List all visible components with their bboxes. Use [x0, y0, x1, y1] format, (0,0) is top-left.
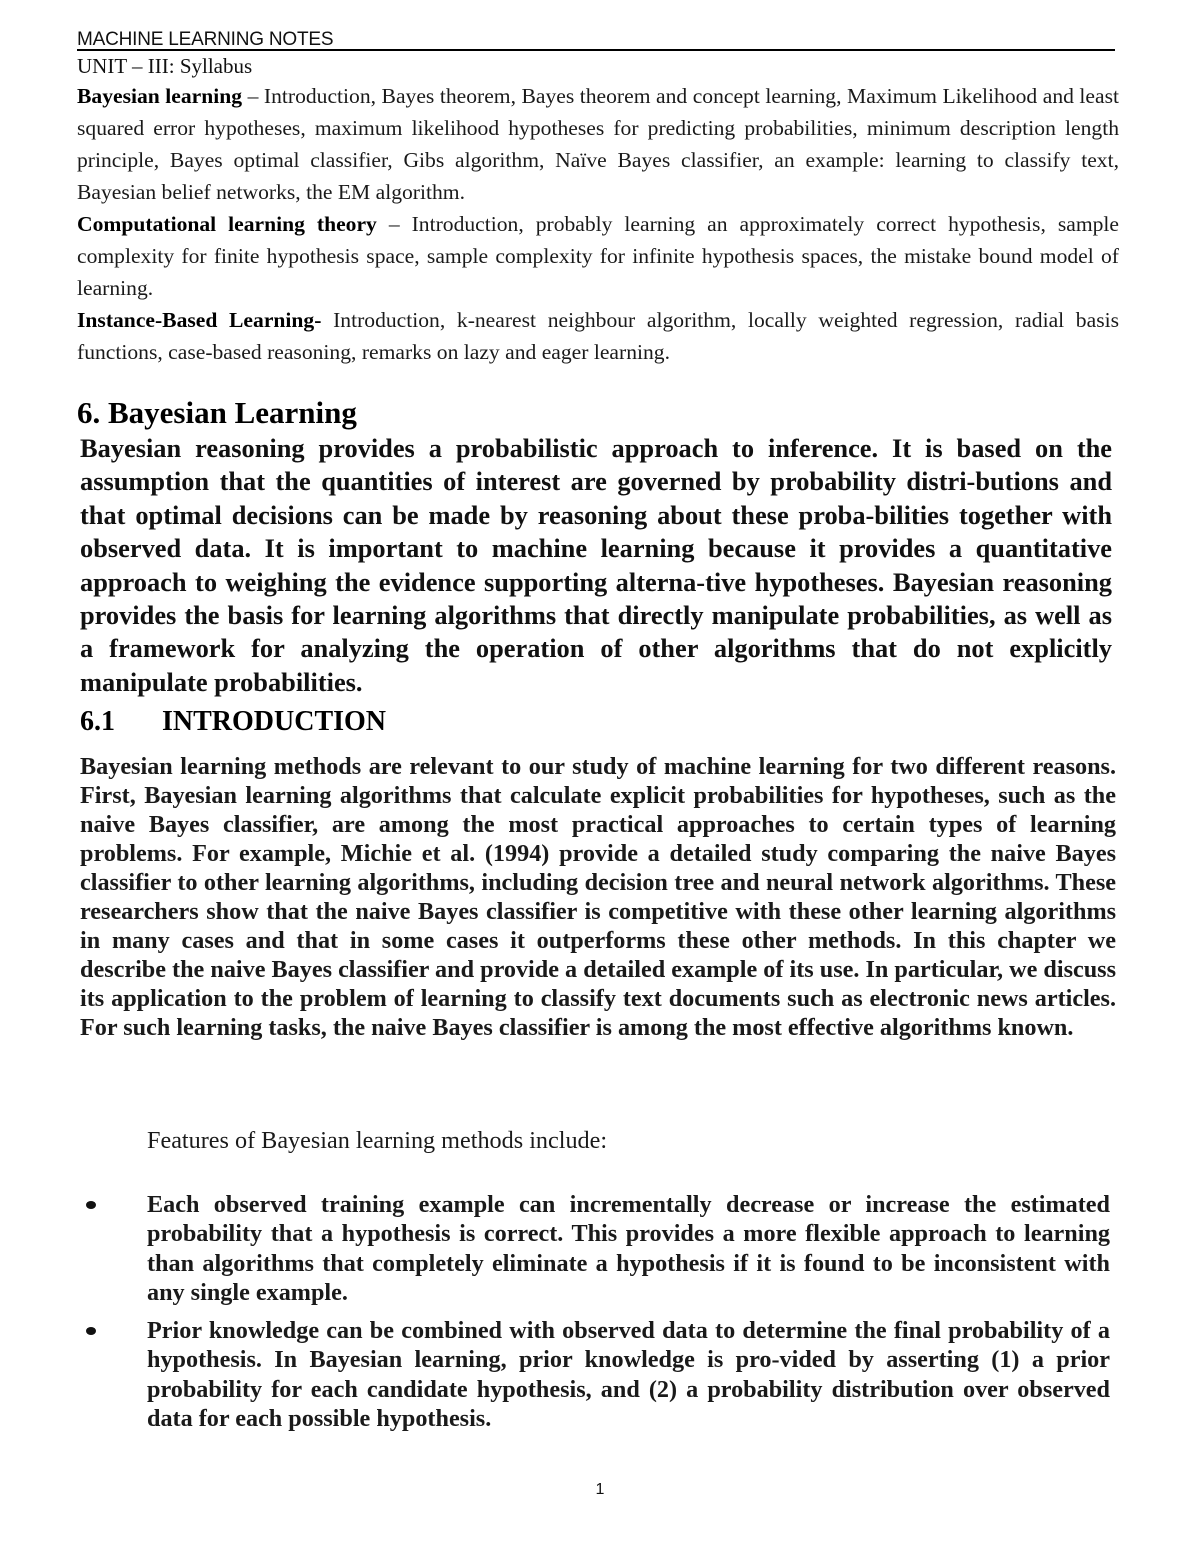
- running-header: MACHINE LEARNING NOTES: [77, 30, 1115, 51]
- syllabus-text: Introduction, k-nearest neighbour algorithm, locally weighted regression, radial basis functions, case-based reasoning, remarks on lazy and eager learning.: [77, 308, 1119, 364]
- features-lead: Features of Bayesian learning methods include:: [147, 1127, 608, 1154]
- list-item: [80, 1316, 1110, 1433]
- syllabus-item-computational: [77, 208, 1119, 304]
- bullet-icon: [86, 1201, 96, 1209]
- syllabus-section: [77, 80, 1119, 368]
- chapter-title: 6. Bayesian Learning: [77, 395, 357, 430]
- section-title: INTRODUCTION: [162, 706, 387, 737]
- intro-paragraph: Bayesian learning methods are relevant to our study of machine learning for two different reasons. First, Bayesian learning algorithms that calculate explicit probabilities for hypotheses, such as the naive Bayes classifier, are among the most practical approaches to certain types of learning problems. For example, Michie et al. (1994) provide a detailed study comparing the naive Bayes classifier to other learning algorithms, including decision tree and neural network algorithms. These researchers show that the naive Bayes classifier is competitive with these other learning algorithms in many cases and that in some cases it outperforms these other methods. In this chapter we describe the naive Bayes classifier and provide a detailed example of its use. In particular, we discuss its application to the problem of learning to classify text documents such as electronic news articles. For such learning tasks, the naive Bayes classifier is among the most effective algorithms known.: [80, 753, 1116, 1041]
- syllabus-topic: Instance-Based Learning-: [77, 308, 322, 332]
- syllabus-separator: [321, 308, 333, 332]
- feature-text: Prior knowledge can be combined with observed data to determine the final probability of a hypothesis. In Bayesian learning, prior knowledge is pro-vided by asserting (1) a prior probability for each candidate hypothesis, and (2) a probability distribution over observed data for each possible hypothesis.: [147, 1317, 1110, 1433]
- syllabus-separator: –: [242, 84, 264, 108]
- list-item: [80, 1190, 1110, 1307]
- chapter-abstract: Bayesian reasoning provides a probabilistic approach to inference. It is based on the assumption that the quantities of interest are governed by probability distri-butions and that optimal decisions can be made by reasoning about these proba-bilities together with observed data. It is important to machine learning because it provides a quantitative approach to weighing the evidence supporting alterna-tive hypotheses. Bayesian reasoning provides the basis for learning algorithms that directly manipulate probabilities, as well as a framework for analyzing the operation of other algorithms that do not explicitly manipulate probabilities.: [80, 433, 1112, 697]
- unit-title: UNIT – III: Syllabus: [77, 54, 253, 78]
- syllabus-item-instance-based: [77, 304, 1119, 368]
- syllabus-topic: Bayesian learning: [77, 84, 243, 108]
- bullet-icon: [86, 1327, 96, 1335]
- page-number: 1: [595, 1481, 605, 1498]
- syllabus-topic: Computational learning theory: [77, 212, 377, 236]
- section-number: 6.1: [80, 706, 115, 737]
- syllabus-text: Introduction, probably learning an approximately correct hypothesis, sample complexity for finite hypothesis space, sample complexity for infinite hypothesis spaces, the mistake bound model of learning.: [77, 212, 1119, 300]
- section-heading: [80, 704, 386, 740]
- syllabus-text: Introduction, Bayes theorem, Bayes theorem and concept learning, Maximum Likelihood and least squared error hypotheses, maximum likelihood hypotheses for predicting probabilities, minimum description length principle, Bayes optimal classifier, Gibs algorithm, Naïve Bayes classifier, an example: learning to classify text, Bayesian belief networks, the EM algorithm.: [77, 84, 1119, 204]
- syllabus-separator: –: [376, 212, 412, 236]
- features-list: [80, 1190, 1110, 1433]
- feature-text: Each observed training example can incrementally decrease or increase the estimated probability that a hypothesis is correct. This provides a more flexible approach to learning than algorithms that completely eliminate a hypothesis if it is found to be inconsistent with any single example.: [147, 1191, 1110, 1306]
- syllabus-item-bayesian: [77, 80, 1119, 208]
